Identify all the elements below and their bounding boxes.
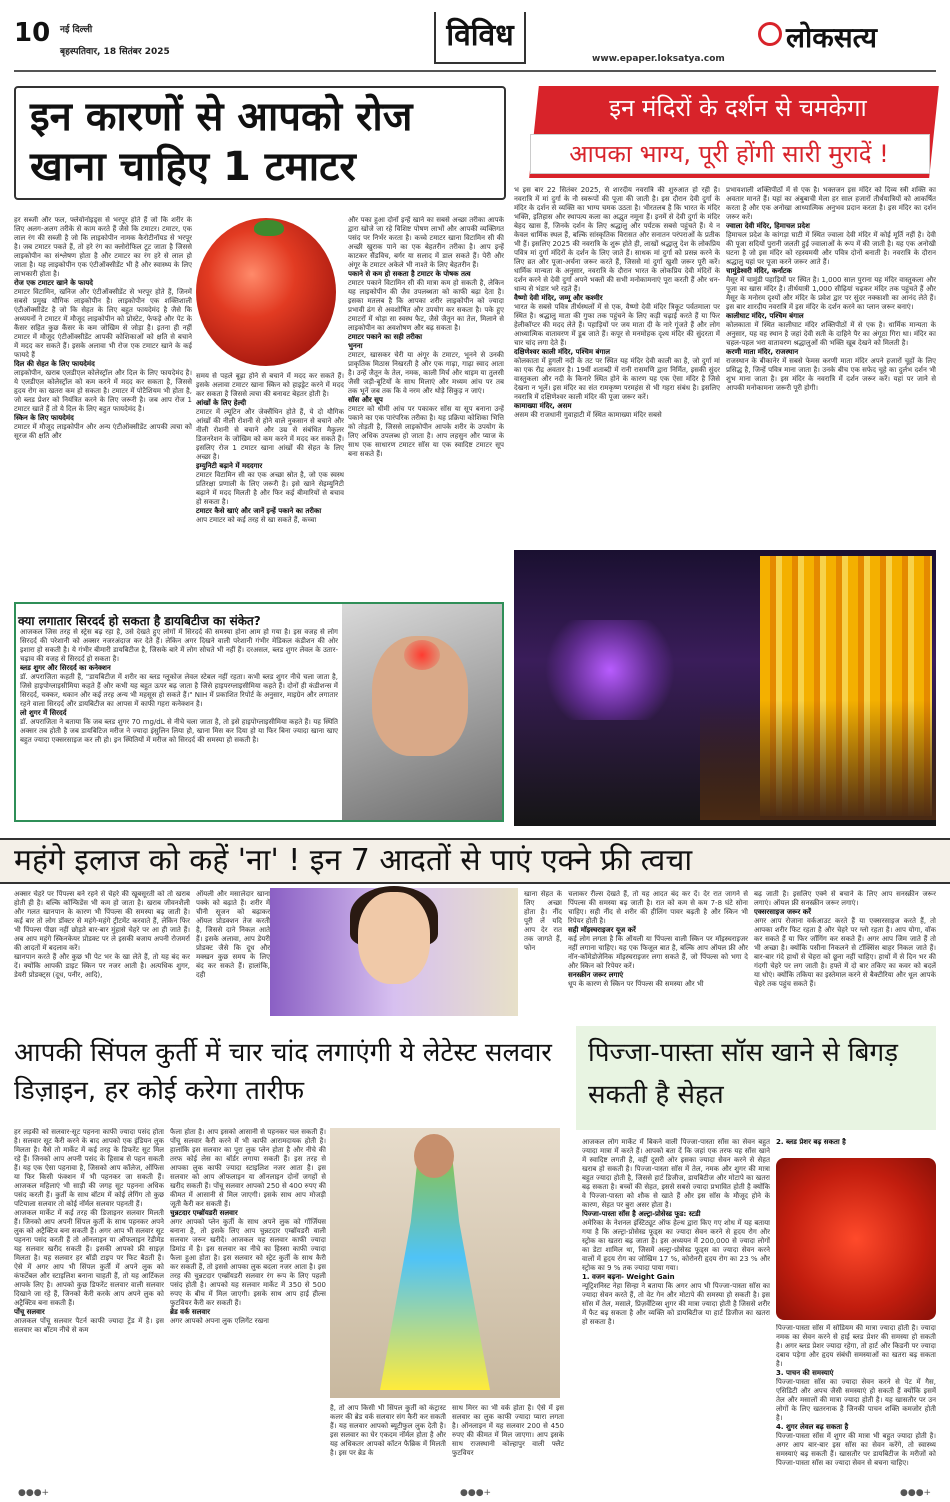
tomato-col3-text: टमाटर पकाने विटामिन सी की मात्रा कम हो सकती है, लेकिन यह लाइकोपीन की जैव उपलब्धता को काफी बढ़ा देता है। इसका मतलब है कि आपका शरीर लाइकोपीन को ज्यादा प्रभावी ढंग से अवशोषित और उपयोग कर सकता है। पके हुए टमाटरों में थोड़ा सा स्वस्थ फैट, जैसे जैतून का तेल, मिलाने से लाइकोपीन का अवशोषण और बढ़ सकता है।: [348, 279, 504, 332]
pizza-column-2-top: [776, 1138, 936, 1160]
tomato-col3-text: और पका हुआ दोनों इन्हें खाने का सबसे अच्छा तरीका आपके द्वारा खोजे जा रहे विशिष्ट पोषण लाभों और आपकी व्यक्तिगत पसंद पर निर्भर करता है। कच्चे टमाटर खाना विटामिन सी की अच्छी खुराक पाने का एक बेहतरीन तरीका है। आप इन्हें काटकर सैंडविच, बर्गर या सलाद में डाल सकते हैं। पेरी और अंगूर के टमाटर अकेले भी नाश्ते के लिए बेहतरीन हैं।: [348, 216, 504, 269]
tomato-subhead: स्किन के लिए फायदेमंद: [14, 414, 74, 422]
diabetes-subhead: ब्लड शुगर और सिरदर्द का कनेक्शन: [20, 664, 111, 672]
home-logo-icon: [758, 22, 782, 46]
pizza-subhead: 4. शुगर लेवल बढ़ सकता है: [776, 1423, 849, 1431]
tomato-subhead: टमाटर कैसे खाएं और जानें इन्हें पकाने का तरीका: [196, 507, 322, 515]
pizza-column-1: [582, 1138, 770, 1484]
diabetes-body: [20, 628, 338, 818]
acne-headline: महंगे इलाज को कहें 'ना' ! इन 7 आदतों से पाएं एक्ने फ्री त्वचा: [14, 843, 693, 878]
acne-text: ऑयली और मसालेदार खाना पक्के को बढ़ाते हैं। शरीर में चीनी सूजन को बढ़ाकर ऑयल प्रोडक्शन तेज करती है, जिससे दाने निकल आते हैं। इसके अलावा, आप डेयरी प्रोडक्ट जैसे कि दूध और मक्खन कुछ समय के लिए बंद कर सकते हैं। हालांकि, दही: [196, 890, 270, 979]
temple-col2-text: मैसूर में चामुंडी पहाड़ियों पर स्थित है। 1,000 साल पुराना यह मंदिर वास्तुकला और पूजा का खास मंदिर है। तीर्थयात्री 1,000 सीढ़ियां चढ़कर मंदिर तक पहुंचते हैं और मैसूर के मनोरम दृश्यों और मंदिर के प्रवेश द्वार पर सुंदर नक्काशी का आनंद लेते हैं। इस बार शारदीय नवरात्रि में इस मंदिर के दर्शन करने का प्लान जरूर बनाएं।: [726, 276, 936, 311]
tomato-col3-text: टमाटर को धीमी आंच पर पकाकर सॉस या सूप बनाना उन्हें पकाने का एक पारंपरिक तरीका है। यह प्रक्रिया कोशिका भित्ति को तोड़ती है, जिससे लाइकोपीन आपके शरीर के उपयोग के लिए अधिक उपलब्ध हो जाता है। आप लहसुन और प्याज के साथ एक साधारण टमाटर सॉस या एक स्वादिष्ट टमाटर सूप बना सकते हैं।: [348, 405, 504, 458]
tomato-subhead: दिल की सेहत के लिए फायदेमंद: [14, 360, 95, 368]
temple-subhead: ज्वाला देवी मंदिर, हिमाचल प्रदेश: [726, 222, 810, 230]
acne-text: अगर आप रोजाना वर्कआउट करते हैं या एक्सरसाइज करते हैं, तो आपका शरीर फिट रहता है और चेहरे पर ग्लो रहता है। आप योगा, वॉक कर सकते हैं या फिर जॉगिंग कर सकते हैं। अगर आप जिम जाते हैं तो भी अच्छा है। क्योंकि पसीना निकलने से टॉक्सिंस बाहर निकल जाते हैं। बार-बार गंदे हाथों से चेहरा को छूना नहीं चाहिए। हाथों में से दिन भर की गंदगी चेहरे पर लग जाती है। हफ्ते में दो बार तकिए का कवर को बदलें या धोएं। क्योंकि तकिया का इस्तेमाल करने से बैक्टीरिया और धूल आपके चेहरे तक पहुंच सकते हैं।: [754, 917, 936, 988]
acne-text: कई लोग लगता है कि ऑयली या पिंपल्स वाली स्किन पर मॉइस्चराइजर नहीं लगाना चाहिए। यह एक फिजूल बात है, बल्कि आप ऑयल फ्री और नॉन-कॉमेडोजेनिक मॉइस्चराइजर लगा सकते हैं, जो पिंपल्स को भगा दे और स्किन को रिपेयर करें।: [568, 935, 748, 970]
tomato-subhead: सॉस और सूप: [348, 396, 383, 404]
tomato-headline: इन कारणों से आपको रोज खाना चाहिए 1 टमाटर: [30, 94, 413, 190]
kurti-column-4: [452, 1404, 564, 1484]
temple-subhead: दक्षिणेश्वर काली मंदिर, पश्चिम बंगाल: [514, 348, 610, 356]
footer-registration-marks-left: ●●●+: [18, 1488, 50, 1498]
pizza-subhead: पिज्जा-पास्ता सॉस है अल्ट्रा-प्रोसेस्ड फूड: स्टडी: [582, 1210, 701, 1218]
tomato-image: [196, 218, 336, 366]
footer-registration-marks-right: ●●●+: [900, 1488, 932, 1498]
pizza-text: अमेरिका के नेशनल इंस्टिट्यूट ऑफ हेल्थ द्वारा किए गए शोध में यह बताया गया है कि अल्ट्रा-प्रोसेस्ड फूड्स का ज्यादा सेवन करने से हृदय रोग और स्ट्रोक का खतरा बढ़ जाता है। इस अध्ययन में 200,000 से ज्यादा लोगों का डेटा शामिल था, जिसमें अल्ट्रा-प्रोसेस्ड फूड्स का ज्यादा सेवन करने वालों में हृदय रोग का जोखिम 17 %, कोरोनरी हृदय रोग का 23 % और स्ट्रोक का 9 % तक ज्यादा पाया गया।: [582, 1219, 770, 1272]
temple-col2-text: कोलकाता में स्थित कालीघाट मंदिर शक्तिपीठों में से एक है। धार्मिक मान्यता के अनुसार, यह वह स्थान है जहां देवी सती के दाहिने पैर का अंगूठा गिरा था। मंदिर का चहल-पहल भरा वातावरण श्रद्धालुओं की भक्ति खूब देखने को मिलती है।: [726, 321, 936, 347]
acne-subhead: सनस्क्रीन जरूर लगाएं: [568, 971, 624, 979]
acne-text: खाना सेहत के लिए अच्छा होता है। नींद पूरी लें यदि आप देर रात तक जागते हैं, फोन: [524, 890, 562, 952]
temple-col2-text: हिमाचल प्रदेश के कांगड़ा घाटी में स्थित ज्वाला देवी मंदिर में कोई मूर्ति नहीं है। देवी की पूजा सदियों पुरानी जलती हुई ज्वालाओं के रूप में की जाती है। यह एक अनोखी घटना है जो इस मंदिर को रहस्यमयी और पवित्र दोनों बनाती है। नवरात्रि के दौरान श्रद्धालु यहां पर पूजा करने जरूर आते हैं।: [726, 231, 936, 266]
temple-column-1: [514, 186, 720, 546]
temple-headline-line-2: आपका भाग्य, पूरी होंगी सारी मुरादें !: [569, 140, 889, 168]
section-title: विविध: [434, 12, 526, 64]
acne-text: धूप के कारण से स्किन पर पिंपल्स की समस्या और भी: [568, 980, 704, 988]
kurti-column-3: [330, 1404, 446, 1484]
temple-lights-glow: [540, 620, 680, 720]
kurti-subhead: चुन्नटदार एम्ब्रॉयडरी सलवार: [170, 1209, 238, 1217]
pizza-subhead: 1. वजन बढ़ना- Weight Gain: [582, 1273, 675, 1281]
temple-subhead: चामुंडेश्वरी मंदिर, कर्नाटक: [726, 267, 792, 275]
tomato-subhead: भुनना: [348, 342, 363, 350]
tomato-col1-text: टमाटर में मौजूद लाइकोपीन और अन्य एंटीऑक्सीडेंट आपकी त्वचा को सूरज की क्षति और: [14, 423, 192, 440]
pizza-headline: पिज्जा-पास्ता सॉस खाने से बिगड़ सकती है सेहत: [588, 1038, 899, 1110]
tomato-column-3: [348, 216, 504, 596]
diabetes-text: डॉ. अपराजिता कहती हैं, "डायबिटीज में शरीर का ब्लड ग्लूकोज लेवल स्टेबल नहीं रहता। कभी ब्लड शुगर नीचे चला जाता है, जिसे हाइपोग्लाइसीमिया कहते हैं और कभी यह बहुत ऊपर बढ़ जाता है जिसे हाइपरग्लाइसीमिया कहते हैं। दोनों ही कंडीशन्स में सिरदर्द, चक्कर, थकान और कई तरह अन्य भी महसूस हो सकते हैं।" NIH में प्रकाशित रिपोर्ट के अनुसार, माइग्रेन और लगातार रहने वाला सिरदर्द और डायबिटीज का आपस में काफी गहरा कनेक्शन है।: [20, 673, 338, 708]
tomato-subhead: इम्युनिटी बढ़ाने में मददगार: [196, 462, 263, 470]
tomato-stem: [254, 220, 284, 236]
pizza-subhead: 2. ब्लड प्रेशर बढ़ सकता है: [776, 1138, 846, 1146]
date-label: बृहस्पतिवार, 18 सितंबर 2025: [60, 47, 170, 57]
temple-subhead: करणी माता मंदिर, राजस्थान: [726, 348, 799, 356]
kurti-column-1: [14, 1128, 164, 1484]
acne-text: बढ़ जाती है। इसलिए एक्ने से बचाने के लिए आप सनस्क्रीन जरूर लगाएं। ऑयल फ्री सनस्क्रीन जरूर लगाएं।: [754, 890, 936, 907]
diabetes-text: डॉ. अपराजिता ने बताया कि जब ब्लड शुगर 70 mg/dL से नीचे चला जाता है, तो इसे हाइपोग्लाइसीमिया कहते हैं। यह स्थिति अक्सर तब होती है जब डायबिटिज मरीज ने ज्यादा इंसुलिन लिया हो, खाना मिस कर दिया हो या फिर बिना ज्यादा खाना खाए बहुत ज्यादा एक्सरसाइज कर ली हो। इन स्थितियों में मरीज को सिरदर्द की समस्या हो सकती है।: [20, 718, 338, 744]
newspaper-logo: लोकसत्य: [786, 21, 878, 54]
pizza-text: आजकल लोग मार्केट में बिकने वाली पिज्जा-पास्ता सॉस का सेवन बहुत ज्यादा मात्रा में करते हैं। आपको बता दें कि जहां एक तरफ यह सॉस खाने में स्वादिष्ट लगती है, वहीं दूसरी ओर इसका ज्यादा सेवन करने से सेहत खराब हो सकती है। पिज्जा-पास्ता सॉस में तेल, नमक और शुगर की मात्रा बहुत ज्यादा होती है, जिससे हार्ट डिजीज, डायबिटीज और मोटापे का खतरा बढ़ सकता है। बच्चों की सेहत, इससे सबसे ज्यादा प्रभावित होती है क्योंकि वे पिज्जा-पास्ता को शौक से खाते हैं और इस सॉस के मौजूद होने के कारण, सेहत पर बुरा असर होता है।: [582, 1138, 770, 1209]
page-number: 10: [14, 18, 51, 48]
kurti-subhead: पोंचू सलवार: [14, 1308, 45, 1316]
tomato-col1-text: लाइकोपीन, खराब एलडीएल कोलेस्ट्रॉल और दिल के लिए फायदेमंद है। ये एलडीएल कोलेस्ट्रॉल को कम करने में मदद कर सकता है, जिससे हृदय रोग का खतरा कम हो सकता है। टमाटर में पोटैशियम भी होता है, जो ब्लड प्रेशर को नियंत्रित करने के लिए जरूरी है। जब आप रोज 1 टमाटर खाते हैं तो ये दिल के लिए बहुत फायदेमंद है।: [14, 369, 192, 413]
model-head: [414, 1134, 454, 1178]
acne-column-5: [754, 890, 936, 1016]
pain-highlight: [404, 640, 440, 670]
devotee-crowd: [700, 700, 936, 820]
kurti-subhead: ब्रेड वर्क सलवार: [170, 1308, 210, 1316]
acne-column-4: [568, 890, 748, 1016]
temple-col1-text: कोलकाता में हुगली नदी के तट पर स्थित यह मंदिर देवी काली का है, जो दुर्गा मां का एक रौद्र अवतार है। 19वीं शताब्दी में रानी रासमणि द्वारा निर्मित, इसकी सुंदर वास्तुकला और नदी के किनारे स्थित होने के कारण यह एक ऐसा मंदिर है जिसे देखना न भूलें। इस मंदिर का संत रामकृष्ण परमहंस से भी गहरा संबंध है। इसलिए नवरात्रि में दक्षिणेश्वर काली मंदिर की पूजा जरूर करें।: [514, 357, 720, 401]
acne-column-3: [524, 890, 562, 1016]
pizza-text: पिज्जा-पास्ता सॉस में शुगर की मात्रा भी बहुत ज्यादा होती है। अगर आप बार-बार इस सॉस का सेवन करेंगे, तो स्वास्थ्य समस्याएं बढ़ सकती हैं। खासतौर पर डायबिटीज के मरीजों को पिज्जा-पास्ता सॉस का ज्यादा सेवन से बचना चाहिए।: [776, 1432, 936, 1467]
pizza-text: पिज्जा-पास्ता सॉस में सोडियम की मात्रा ज्यादा होती है। ज्यादा नमक का सेवन करने से हाई ब्लड प्रेशर की समस्या हो सकती है। अगर ब्लड प्रेशर ज्यादा रहेगा, तो हार्ट और किडनी पर ज्यादा दबाव पड़ेगा और हृदय संबंधी समस्याओं का खतरा बढ़ सकता है।: [776, 1324, 936, 1368]
footer-registration-marks-mid: ●●●+: [460, 1488, 492, 1498]
temple-subhead: कालीघाट मंदिर, पश्चिम बंगाल: [726, 312, 804, 320]
acne-text: चलाकर रील्स देखते हैं, तो यह आदत बंद कर दें। देर रात जागने से पिंपल्स की समस्या बढ़ जाती है। रात को कम से कम 7-8 घंटे सोना चाहिए। सही नींद से शरीर की हीलिंग पावर बढ़ती है और स्किन भी रिपेयर होती है।: [568, 890, 748, 925]
tomato-subhead: रोज एक टमाटर खाने के फायदे: [14, 279, 94, 287]
tomato-col1-text: टमाटर विटामिन, खनिज और एंटीऑक्सीडेंट से भरपूर होते हैं, जिनमें सबसे प्रमुख यौगिक लाइकोपीन है। लाइकोपीन एक शक्तिशाली एंटीऑक्सीडेंट है जो कि सेहत के लिए बहुत फायदेमंद है जैसे कि अध्ययनों ने टमाटर में मौजूद लाइकोपीन को प्रोस्टेट, फेफड़े और पेट के कैंसर सहित कुछ कैंसर के कम जोखिम से जोड़ा है। इतना ही नहीं टमाटर में मौजूद एंटीऑक्सीडेंट आपकी कोशिकाओं को क्षति से बचाने में मदद कर सकते हैं। इसके अलावा भी रोज एक टमाटर खाने के कई फायदे हैं: [14, 288, 192, 359]
acne-column-2: [196, 890, 270, 1016]
tomato-col2-text: टमाटर विटामिन सी का एक अच्छा स्रोत है, जो एक स्वस्थ प्रतिरक्षा प्रणाली के लिए जरूरी है। इसे खाने सेइम्युनिटी बढ़ाने में मदद मिलती है और फिर कई बीमारियों से बचाव हो सकता है।: [196, 471, 344, 506]
kurti-text: आजकल पोंचू सलवार पैटर्न काफी ज्यादा ट्रेंड में है। इस सलवार का बॉटम नीचे से कम: [14, 1317, 164, 1334]
diabetes-text: आजकल जिस तरह से स्ट्रेस बढ़ रहा है, उसे देखते हुए लोगों में सिरदर्द की समस्या होना आम हो गया है। इस वजह से लोग सिरदर्द की परेशानी को अक्सर नजरअंदाज कर देते हैं। लेकिन अगर दिखने वाली परेशानी गंभीर मेडिकल कंडीशन की ओर इशारा हो सकती है। ये गंभीर बीमारी डायबिटीज है, जिसके बारे में लोग सोचते भी नहीं हैं। दरअसल, ब्लड शुगर लेवल के उतार-चढ़ाव की वजह से सिरदर्द हो सकता है।: [20, 628, 338, 663]
kurti-text: आजकल मार्केट में कई तरह की डिजाइनर सलवार मिलती हैं। जिनको आप अपनी सिंपल कुर्ती के साथ पहनकर अपने लुक को अट्रैक्टिव बना सकती हैं। अगर आप भी सलवार सूट पहनना पसंद करती हैं तो ऑनलाइन या ऑफलाइन रेडीमेड यह सलवार खरीद सकती हैं। इसकी आपको फ्री साइज़ मिलता है। यह सलवार हर बॉडी टाइप पर फिट बैठती है। ऐसे में अगर आप भी सिंपल कुर्ती में अपने लुक को कंफर्टेबल और स्टाइलिश बनाना चाहती हैं, तो यह आर्टिकल आपके लिए है। आपको कुछ डिफरेंट सलवार वाली सलवार दिखाने जा रहे हैं, जिनको कैरी करके आप अपने लुक को अट्रैक्टिव बना सकती हैं।: [14, 1209, 164, 1307]
temple-col1-text: भारत के सबसे पवित्र तीर्थस्थलों में से एक, वैष्णो देवी मंदिर त्रिकूट पर्वतमाला पर स्थित है। श्रद्धालु माता की गुफा तक पहुंचने के लिए कड़ी चढ़ाई करते हैं या फिर हेलीकॉप्टर की मदद लेते हैं। पहाड़ियों पर जय माता दी के नारे गूंजते हैं और लोग आध्यात्मिक वातावरण में डूब जाते हैं। कपूर से मनमोहक दृश्य मंदिर की सुंदरता में चार चांद लगा देते हैं।: [514, 303, 720, 347]
acne-text: खानपान करते हैं और कुछ भी पेट भर के खा लेते हैं, तो यह बंद कर दें। क्योंकि आपकी डाइट स्किन पर नजर आती है। अत्यधिक शुगर, डेयरी प्रोडक्ट्स (दूध, पनीर, आदि),: [14, 953, 190, 979]
tomato-col2-text: आप टमाटर को कई तरह से खा सकते हैं, कच्चा: [196, 516, 317, 524]
temple-col1-text: भ इस बार 22 सितंबर 2025, से शारदीय नवरात्रि की शुरुआत हो रही है। नवरात्रि में मां दुर्गा के नौ स्वरूपों की पूजा की जाती है। इस दौरान देवी दुर्गा के मंदिर के दर्शन से व्यक्ति का भाग्य चमक उठता है। भीरतलब है कि भारत के मंदिर भक्ति, इतिहास और स्थापत्य कला का अद्भुत नमूना हैं। इनमें से देवी दुर्गा के मंदिर बेहद खास हैं, जिनके दर्शन के लिए श्रद्धालु और पर्यटक सबसे पहुंचते हैं। ये न केवल धार्मिक स्थल हैं, बल्कि सांस्कृतिक विरासत और सनातन परंपराओं के प्रतीक भी हैं। इसलिए 2025 की नवरात्रि के शुरू होते ही, लाखों श्रद्धालु देश के लोकप्रिय पवित्र मां दुर्गा मंदिरों के दर्शन के लिए जाते हैं। साधक मां दुर्गा को प्रसन्न करने के लिए व्रत और पूजा-अर्चना जरूर करते हैं, जिससे मां दुर्गा खुशी जरूर पूरी करें। धार्मिक मान्यता के अनुसार, नवरात्रि के दौरान भारत के लोकप्रिय देवी मंदिरों के दर्शन करने से देवी दुर्गा अपने भक्तों की सभी मनोकामनाएं पूरा करती हैं और धन-धान्य से भंडार भरे रहते हैं।: [514, 186, 720, 293]
kurti-column-2: [170, 1128, 326, 1484]
pizza-text: न्यूट्रिशनिस्ट नेहा सिन्हा ने बताया कि अगर आप भी पिज्जा-पास्ता सॉस का ज्यादा सेवन करते हैं, तो वेट गेन और मोटापे की समस्या हो सकती है। इस सॉस में तेल, मसाले, प्रिज़र्वेटिव्स शुगर की मात्रा ज्यादा होती है जिससे शरीर में फैट बढ़ सकता है और व्यक्ति को डायबिटीज या हार्ट डिजीज का खतरा हो सकता है।: [582, 1282, 770, 1326]
kurti-text: हर लड़की को सलवार-सूट पहनना काफी ज्यादा पसंद होता है। सलवार सूट कैरी करने के बाद आपको एक इंडियन लुक मिलता है। वैसे तो मार्केट में कई तरह के डिफरेंट सूट मिल रहे हैं। जिनको आप अपनी पसंद के हिसाब से पहन सकती हैं। यह एक ऐसा पहनावा है, जिसको आप कॉलेज, ऑफिस या फिर किसी फंक्शन में भी पहनकर जा सकती हैं। आजकल महिलाएं भी साड़ी की जगह सूट पहनना अधिक पसंद करती हैं। कुर्ती के साथ बॉटम में कोई लेगिंग तो कुछ पटियाला सलवार तो कोई नॉर्मल सलवार पहनती हैं।: [14, 1128, 164, 1208]
pizza-text: पिज्जा-पास्ता सॉस का ज्यादा सेवन करने से पेट में गैस, एसिडिटी और अपच जैसी समस्याएं हो सकती हैं क्योंकि इसमें तेल और मसालों की मात्रा ज्यादा होती है। यह खासतौर पर उन लोगों के लिए खतरनाक है जिनकी पाचन शक्ति कमजोर होती है।: [776, 1378, 936, 1422]
acne-column-1: [14, 890, 190, 1016]
tomato-subhead: आंखों के लिए हेल्दी: [196, 399, 247, 407]
temple-headline-line-1: इन मंदिरों के दर्शन से चमकेगा: [609, 94, 867, 122]
pizza-column-2: [776, 1324, 936, 1484]
kurti-text: फैला होता है। आप इसको आसानी से पहनकर चल सकती हैं। पोंचू सलवार कैरी करने में भी काफी आरामदायक होती है। हालांकि इस सलवार का पूरा लुक प्लेन होता है और नीचे की तरफ कोई लेस का बॉर्डर लगाया सकती हैं। इस तरह से आपका लुक काफी ज्यादा स्टाइलिश नजर आता है। इस सलवार को आप ऑफलाइन या ऑनलाइन दोनों जगहों से खरीद सकती हैं। पोंचू सलवार आपको 250 से 400 रुपए की कीमत में आसानी से मिल जाएगी। इसके साथ आप मोजड़ी जूती कैरी कर सकती हैं।: [170, 1128, 326, 1208]
pasta-sauce-photo: [776, 1158, 936, 1320]
header-rule: [14, 70, 936, 72]
acne-subhead: एक्सरसाइज जरूर करें: [754, 908, 812, 916]
city-label: नई दिल्ली: [60, 25, 93, 35]
diabetes-headline: क्या लगातार सिरदर्द हो सकता है डायबिटीज का संकेत?: [18, 614, 261, 628]
acne-text: अक्सर चेहरे पर पिंपल्स बने रहने से चेहरे की खूबसूरती को तो खराब होती ही है। बल्कि कॉन्फिडेंस भी कम हो जाता है। खराब जीवनशैली और गलत खानपान के कारण भी पिंपल्स की समस्या बढ़ जाती है। कई बार तो लोग डॉक्टर से महंगे-महंगे ट्रीटमेंट करवाते हैं, लेकिन फिर भी पिंपल्स पीछा नहीं छोड़ते बार-बार मुंहासे चेहरे पर आ ही जाते हैं। अब आप महंगे स्किनकेयर प्रोडक्ट पर ले इसकी बजाय अपनी रोजमर्रा की आदतों में बदलाव करें।: [14, 890, 190, 952]
website-link[interactable]: www.epaper.loksatya.com: [592, 54, 725, 64]
tomato-col1-text: हर सब्जी और फल, फ्लेवोनोइड्स से भरपूर होते हैं जो कि शरीर के लिए अलग-अलग तरीके से काम करते हैं जैसे कि टमाटर। टमाटर, एक लाल रंग की सब्जी है जो कि लाइकोपीन नामक कैरोटीनॉयड से भरपूर है। जब टमाटर पकते हैं, तो हरे रंग का क्लोरोफिल टूट जाता है जिससे लाइकोपीन का संश्लेषण होता है और टमाटर का रंग हरे से लाल हो जाता है। यह लाइकोपीन एक एंटीऑक्सीडेंट भी है और स्वास्थ्य के लिए लाभकारी होता है।: [14, 216, 192, 278]
tomato-subhead: टमाटर पकाने का सही तरीका: [348, 333, 423, 341]
kurti-text: अगर आपको प्लेन कुर्ती के साथ अपने लुक को गॉर्जियस बनाना है, तो इसके लिए आप चुन्नटदार एम्ब्रॉयडरी वाली सलवार जरूर खरीदें। आजकल यह सलवार काफी ज्यादा डिमांड में है। इस सलवार का नीचे का हिस्सा काफी ज्यादा फैला हुआ होता है। इस सलवार को स्ट्रेट कुर्ती के साथ कैरी कर सकती हैं, तो इससे आपका लुक बदला नजर आता है। इस तरह की चुन्नटदार एम्ब्रॉयडरी सलवार रंग रूप के लिए पहली पसंद होती है। आपको यह सलवार मार्केट में 350 से 500 रुपए के बीच में मिल जाएगी। इसके साथ आप हाई हील्स फुटवियर कैरी कर सकती हैं।: [170, 1218, 326, 1307]
kurti-headline: आपकी सिंपल कुर्ती में चार चांद लगाएंगी ये लेटेस्ट सलवार डिज़ाइन, हर कोई करेगा तारीफ: [14, 1038, 552, 1106]
diabetes-subhead: लो शुगर में सिरदर्द: [20, 709, 67, 717]
tomato-subhead: पकाने से कम हो सकता है टमाटर के पोषक तत्व: [348, 270, 471, 278]
kurti-text: है, तो आप किसी भी सिंपल कुर्ती को कंट्रास्ट कलर की ब्रेड वर्क सलवार संग कैरी कर सकती हैं। यह सलवार आपको ब्यूटीफुल लुक देती है। इस सलवार का घेर एकदम नॉर्मल होता है और यह अधिकतर आपको कॉटन फैब्रिक में मिलती है। इस पर ब्रेड के: [330, 1404, 446, 1457]
temple-subhead: कामाख्या मंदिर, असम: [514, 402, 572, 410]
kurti-text: अगर आपको अपना लुक एलिगेंट रखना: [170, 1317, 269, 1325]
tomato-col2-text: टमाटर में ल्यूटिन और जेक्सैंथिन होते हैं, ये दो यौगिक आंखों की नीली रोशनी से होने वाले नुकसान से बचाने और नीली रोशनी से बचाने और उम्र से संबंधित मैकुलर डिजनरेशन के जोखिम को कम करने में मदद कर सकते हैं। इसलिए रोज 1 टमाटर खाना आंखों की सेहत के लिए अच्छा है।: [196, 408, 344, 461]
girl-face: [358, 892, 430, 984]
tomato-col2-text: समय से पहले बूढ़ा होने से बचाने में मदद कर सकते हैं। इसके अलावा टमाटर खाना स्किन को हाइड्रेट करने में मदद कर सकता है जिससे त्वचा की बनावट बेहतर होती है।: [196, 372, 344, 398]
temple-col2-text: प्रभावशाली शक्तिपीठों में से एक है। भक्तजन इस मंदिर को दिव्य स्त्री शक्ति का अवतार मानते हैं। यहां का अंबुबाची मेला हर साल हजारों तीर्थयात्रियों को आकर्षित करता है और एक अनोखा आध्यात्मिक अनुभव प्रदान करता है। इस मंदिर का दर्शन जरूर करें।: [726, 186, 936, 221]
temple-col2-text: राजस्थान के बीकानेर में सबसे फेमस करणी माता मंदिर अपने हजारों चूहों के लिए प्रसिद्ध है, जिन्हें पवित्र माना जाता है। उनके बीच एक सफेद चूहे का दुर्लभ दर्शन भी शुभ माना जाता है। इस मंदिर के नवरात्रि में दर्शन जरूर करें। यहां पर जाने से आपकी मनोकामना जरूरी पूरी होगी।: [726, 357, 936, 392]
kurti-text: साथ मिरर का भी वर्क होता है। ऐसे में इस सलवार का लुक काफी ज्यादा प्यारा लगता है। ऑनलाइन में यह सलवार 200 से 450 रुपए की कीमत में मिल जाएगा। आप इसके साथ राजस्थानी कोल्हापुर वाली फ्लैट फुटवियर: [452, 1404, 564, 1457]
tomato-column-2: [196, 372, 344, 596]
tomato-col3-text: टमाटर, खासकर चेरी या अंगूर के टमाटर, भूनने से उनकी प्राकृतिक मिठास निखरती है और एक गाढ़ा, गाढ़ा स्वाद आता है। उन्हें जैतून के तेल, नमक, काली मिर्च और थाइम या तुलसी जैसी जड़ी-बूटियों के साथ मिलाएं और मध्यम आंच पर तब तक भूनें जब तक कि वे नरम और थोड़े सिकुड़ न जाएं।: [348, 351, 504, 395]
acne-subhead: सही मॉइस्चराइजर यूज करें: [568, 926, 636, 934]
tomato-column-1: [14, 216, 192, 596]
pizza-subhead: 3. पाचन की समस्याएं: [776, 1369, 834, 1377]
temple-column-2: [726, 186, 936, 546]
temple-subhead: वैष्णो देवी मंदिर, जम्मू और कश्मीर: [514, 294, 603, 302]
temple-col1-text: असम की राजधानी गुवाहाटी में स्थित कामाख्या मंदिर सबसे: [514, 411, 662, 419]
